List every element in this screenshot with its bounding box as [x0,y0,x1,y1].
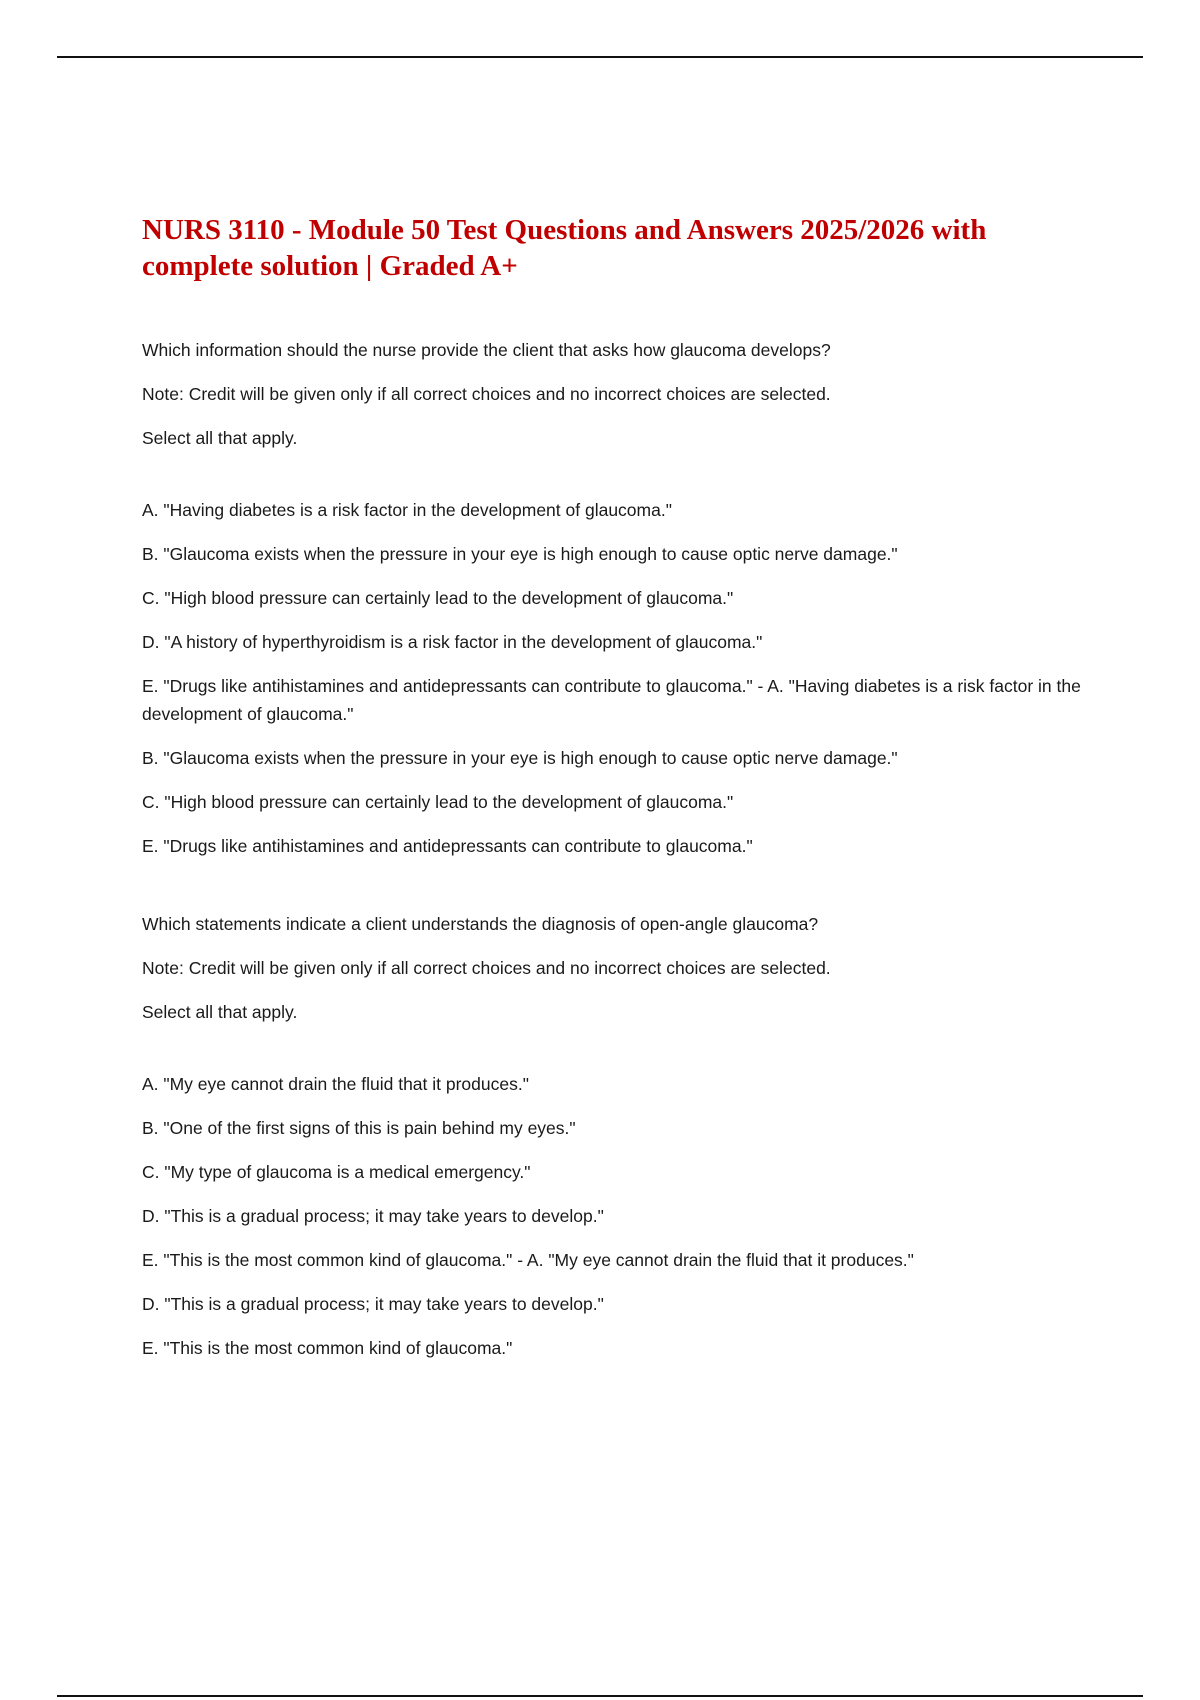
question-instruction: Select all that apply. [142,428,298,448]
answer-line: D. "A history of hyperthyroidism is a risk factor in the development of glaucoma." [142,632,763,652]
question-prompt: Which information should the nurse provide the client that asks how glaucoma develops? [142,340,831,360]
question-2 [142,910,1102,1362]
answer-line: A. "Having diabetes is a risk factor in the development of glaucoma." [142,500,672,520]
answer-list [142,496,1102,860]
answer-line: C. "High blood pressure can certainly lead to the development of glaucoma." [142,588,734,608]
answer-line: E. "Drugs like antihistamines and antidepressants can contribute to glaucoma." - A. "Having diabetes is a risk factor in the development of glaucoma." [142,676,1081,724]
answer-list [142,1070,1102,1362]
question-1 [142,336,1102,860]
page-content [142,212,1102,1378]
question-note: Note: Credit will be given only if all correct choices and no incorrect choices are selected. [142,384,831,404]
answer-line: B. "One of the first signs of this is pain behind my eyes." [142,1118,576,1138]
document-title: NURS 3110 - Module 50 Test Questions and Answers 2025/2026 with complete solution | Graded A+ [142,214,987,282]
bottom-rule [57,1695,1143,1697]
answer-line: E. "This is the most common kind of glaucoma." [142,1338,513,1358]
top-rule [57,56,1143,58]
answer-line: C. "My type of glaucoma is a medical emergency." [142,1162,531,1182]
answer-line: D. "This is a gradual process; it may take years to develop." [142,1294,604,1314]
question-prompt: Which statements indicate a client understands the diagnosis of open-angle glaucoma? [142,914,819,934]
answer-line: B. "Glaucoma exists when the pressure in your eye is high enough to cause optic nerve damage." [142,544,898,564]
question-note: Note: Credit will be given only if all correct choices and no incorrect choices are selected. [142,958,831,978]
answer-line: D. "This is a gradual process; it may take years to develop." [142,1206,604,1226]
answer-line: E. "This is the most common kind of glaucoma." - A. "My eye cannot drain the fluid that it produces." [142,1250,914,1270]
answer-line: A. "My eye cannot drain the fluid that it produces." [142,1074,529,1094]
answer-line: C. "High blood pressure can certainly lead to the development of glaucoma." [142,792,734,812]
answer-line: B. "Glaucoma exists when the pressure in your eye is high enough to cause optic nerve damage." [142,748,898,768]
question-instruction: Select all that apply. [142,1002,298,1022]
answer-line: E. "Drugs like antihistamines and antidepressants can contribute to glaucoma." [142,836,753,856]
